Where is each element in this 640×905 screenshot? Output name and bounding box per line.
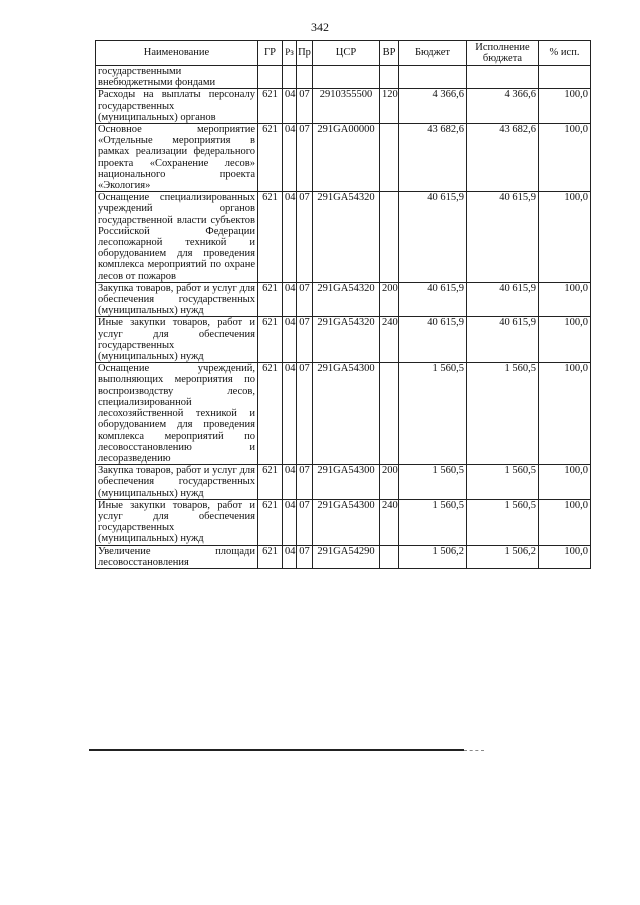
cell-vr — [380, 545, 399, 568]
cell-execution — [467, 66, 539, 89]
header-percent: % исп. — [539, 41, 591, 66]
cell-budget: 43 682,6 — [399, 124, 467, 192]
cell-execution: 40 615,9 — [467, 282, 539, 317]
cell-gr: 621 — [258, 192, 283, 283]
header-vr: ВР — [380, 41, 399, 66]
cell-rz: 04 — [283, 124, 297, 192]
cell-execution: 1 560,5 — [467, 363, 539, 465]
cell-name: Оснащение учреждений, выполняющих мероприятия по воспроизводству лесов, специализированной лесохозяйственной техникой и оборудованием для проведения комплекса мероприятий по лесовосстановлению и лесоразведению — [96, 363, 258, 465]
cell-percent: 100,0 — [539, 465, 591, 500]
cell-pr — [297, 66, 313, 89]
cell-budget: 1 560,5 — [399, 363, 467, 465]
cell-gr: 621 — [258, 499, 283, 545]
table-row — [96, 192, 591, 283]
cell-gr: 621 — [258, 282, 283, 317]
cell-execution: 1 560,5 — [467, 465, 539, 500]
header-pr: Пр — [297, 41, 313, 66]
cell-name: Основное мероприятие «Отдельные мероприятия в рамках реализации федерального проекта «Сохранение лесов» национального проекта «Экология» — [96, 124, 258, 192]
cell-gr: 621 — [258, 545, 283, 568]
table-row — [96, 499, 591, 545]
cell-pr: 07 — [297, 192, 313, 283]
cell-percent: 100,0 — [539, 317, 591, 363]
cell-name: Закупка товаров, работ и услуг для обеспечения государственных (муниципальных) нужд — [96, 465, 258, 500]
header-execution: Исполнение бюджета — [467, 41, 539, 66]
cell-rz: 04 — [283, 282, 297, 317]
cell-pr: 07 — [297, 124, 313, 192]
cell-rz: 04 — [283, 465, 297, 500]
cell-percent: 100,0 — [539, 192, 591, 283]
cell-budget: 40 615,9 — [399, 317, 467, 363]
cell-rz: 04 — [283, 89, 297, 124]
cell-execution: 1 560,5 — [467, 499, 539, 545]
cell-gr: 621 — [258, 317, 283, 363]
cell-csr: 2910355500 — [313, 89, 380, 124]
cell-gr: 621 — [258, 465, 283, 500]
cell-vr: 240 — [380, 499, 399, 545]
cell-budget: 40 615,9 — [399, 192, 467, 283]
cell-vr — [380, 192, 399, 283]
cell-csr: 291GA54320 — [313, 282, 380, 317]
cell-execution: 40 615,9 — [467, 317, 539, 363]
header-csr: ЦСР — [313, 41, 380, 66]
cell-budget: 1 560,5 — [399, 465, 467, 500]
cell-rz: 04 — [283, 363, 297, 465]
cell-execution: 1 506,2 — [467, 545, 539, 568]
cell-percent: 100,0 — [539, 499, 591, 545]
table-body — [96, 66, 591, 569]
header-name: Наименование — [96, 41, 258, 66]
cell-pr: 07 — [297, 499, 313, 545]
footer-rule — [89, 749, 464, 751]
table-row — [96, 124, 591, 192]
cell-rz: 04 — [283, 499, 297, 545]
cell-name: Иные закупки товаров, работ и услуг для обеспечения государственных (муниципальных) нужд — [96, 317, 258, 363]
header-gr: ГР — [258, 41, 283, 66]
cell-execution: 40 615,9 — [467, 192, 539, 283]
cell-name: государственными внебюджетными фондами — [96, 66, 258, 89]
cell-rz — [283, 66, 297, 89]
table-row — [96, 545, 591, 568]
cell-pr: 07 — [297, 89, 313, 124]
cell-name: Увеличение площади лесовосстановления — [96, 545, 258, 568]
cell-vr — [380, 124, 399, 192]
footer-rule-tail — [464, 750, 484, 751]
table-header-row — [96, 41, 591, 66]
cell-percent: 100,0 — [539, 545, 591, 568]
cell-pr: 07 — [297, 465, 313, 500]
cell-vr — [380, 66, 399, 89]
table-row — [96, 66, 591, 89]
cell-csr: 291GA00000 — [313, 124, 380, 192]
table-row — [96, 317, 591, 363]
cell-csr: 291GA54320 — [313, 192, 380, 283]
cell-percent: 100,0 — [539, 124, 591, 192]
cell-pr: 07 — [297, 282, 313, 317]
cell-rz: 04 — [283, 317, 297, 363]
cell-csr: 291GA54320 — [313, 317, 380, 363]
budget-table — [95, 40, 591, 569]
cell-gr — [258, 66, 283, 89]
cell-name: Расходы на выплаты персоналу государственных (муниципальных) органов — [96, 89, 258, 124]
cell-percent: 100,0 — [539, 282, 591, 317]
cell-gr: 621 — [258, 363, 283, 465]
cell-name: Оснащение специализированных учреждений органов государственной власти субъектов Российской Федерации лесопожарной техникой и оборудованием для проведения комплекса мероприятий по охране лесов от пожаров — [96, 192, 258, 283]
cell-budget: 4 366,6 — [399, 89, 467, 124]
cell-csr — [313, 66, 380, 89]
header-budget: Бюджет — [399, 41, 467, 66]
cell-vr: 200 — [380, 465, 399, 500]
cell-vr: 120 — [380, 89, 399, 124]
page-number: 342 — [311, 20, 329, 34]
cell-vr — [380, 363, 399, 465]
cell-percent: 100,0 — [539, 363, 591, 465]
cell-gr: 621 — [258, 124, 283, 192]
cell-rz: 04 — [283, 545, 297, 568]
cell-budget: 40 615,9 — [399, 282, 467, 317]
cell-budget: 1 560,5 — [399, 499, 467, 545]
cell-budget: 1 506,2 — [399, 545, 467, 568]
cell-percent: 100,0 — [539, 89, 591, 124]
cell-budget — [399, 66, 467, 89]
table-row — [96, 89, 591, 124]
cell-execution: 4 366,6 — [467, 89, 539, 124]
cell-name: Иные закупки товаров, работ и услуг для обеспечения государственных (муниципальных) нужд — [96, 499, 258, 545]
cell-csr: 291GA54300 — [313, 499, 380, 545]
table-row — [96, 363, 591, 465]
table-row — [96, 465, 591, 500]
table-row — [96, 282, 591, 317]
cell-rz: 04 — [283, 192, 297, 283]
header-rz: Рз — [283, 41, 297, 66]
cell-csr: 291GA54290 — [313, 545, 380, 568]
cell-csr: 291GA54300 — [313, 363, 380, 465]
cell-vr: 240 — [380, 317, 399, 363]
cell-pr: 07 — [297, 363, 313, 465]
cell-name: Закупка товаров, работ и услуг для обеспечения государственных (муниципальных) нужд — [96, 282, 258, 317]
cell-percent — [539, 66, 591, 89]
cell-vr: 200 — [380, 282, 399, 317]
cell-pr: 07 — [297, 317, 313, 363]
cell-csr: 291GA54300 — [313, 465, 380, 500]
cell-gr: 621 — [258, 89, 283, 124]
cell-execution: 43 682,6 — [467, 124, 539, 192]
cell-pr: 07 — [297, 545, 313, 568]
